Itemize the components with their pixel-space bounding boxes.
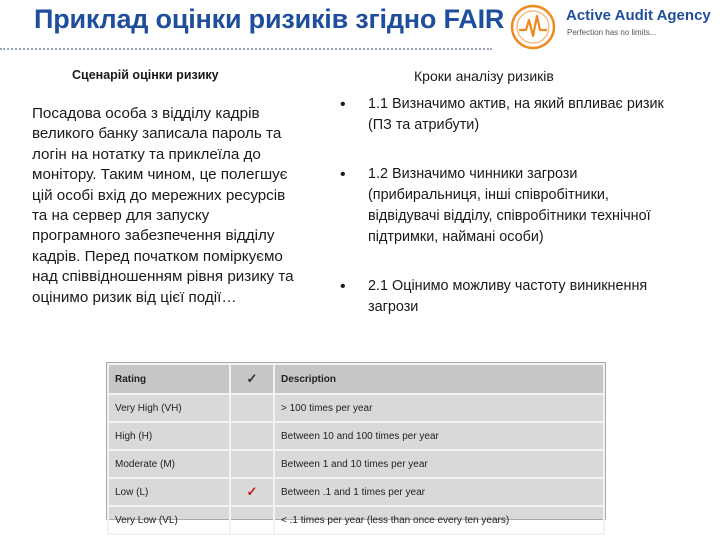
step-item: • 1.1 Визначимо актив, на який впливає ризик (ПЗ та атрибути) [340, 94, 670, 136]
scenario-heading: Сценарій оцінки ризику [72, 68, 219, 82]
rating-cell: Low (L) [108, 478, 230, 506]
check-cell [230, 422, 274, 450]
frequency-rating-table [106, 362, 606, 526]
scenario-text: Посадова особа з відділу кадрів великого банку записала пароль та логін на нотатку та приклеїла до монітору. Таким чином, це полегшує цій особі вхід до мережних ресурсів та на сервер для запуску програмного забезпечення відділу кадрів. Перед початком поміркуємо над співвідношенням рівня ризику та оцінимо ризик від цієї події… [32, 105, 294, 306]
page-title: Приклад оцінки ризиків згідно FAIR [34, 4, 505, 34]
description-cell: Between .1 and 1 times per year [274, 478, 604, 506]
description-cell: Between 10 and 100 times per year [274, 422, 604, 450]
brand-tagline: Perfection has no limits... [567, 28, 657, 37]
description-cell: < .1 times per year (less than once every ten years) [274, 506, 604, 534]
table-row [108, 506, 604, 534]
rating-cell: Very High (VH) [108, 394, 230, 422]
table-row [108, 450, 604, 478]
step-item: • 2.1 Оцінимо можливу частоту виникнення загрози [340, 276, 670, 318]
table-header-row [108, 364, 604, 394]
header-rating: Rating [108, 364, 230, 394]
check-cell [230, 450, 274, 478]
header-check: ✓ [230, 364, 274, 394]
rating-cell: Moderate (M) [108, 450, 230, 478]
steps-list [340, 94, 670, 318]
table-row [108, 422, 604, 450]
check-cell [230, 506, 274, 534]
rating-cell: Very Low (VL) [108, 506, 230, 534]
brand-name: Active Audit Agency [566, 7, 711, 24]
step-item: • 1.2 Визначимо чинники загрози (прибиральниця, інші співробітники, відвідувачі відділу, співробітники технічної підтримки, наймані особи) [340, 164, 670, 248]
steps-heading: Кроки аналізу ризиків [414, 68, 554, 84]
company-logo-icon [510, 4, 556, 50]
rating-cell: High (H) [108, 422, 230, 450]
table-row [108, 394, 604, 422]
title-divider [0, 48, 492, 50]
header-description: Description [274, 364, 604, 394]
check-cell: ✓ [230, 478, 274, 506]
check-cell [230, 394, 274, 422]
description-cell: > 100 times per year [274, 394, 604, 422]
description-cell: Between 1 and 10 times per year [274, 450, 604, 478]
table-row [108, 478, 604, 506]
